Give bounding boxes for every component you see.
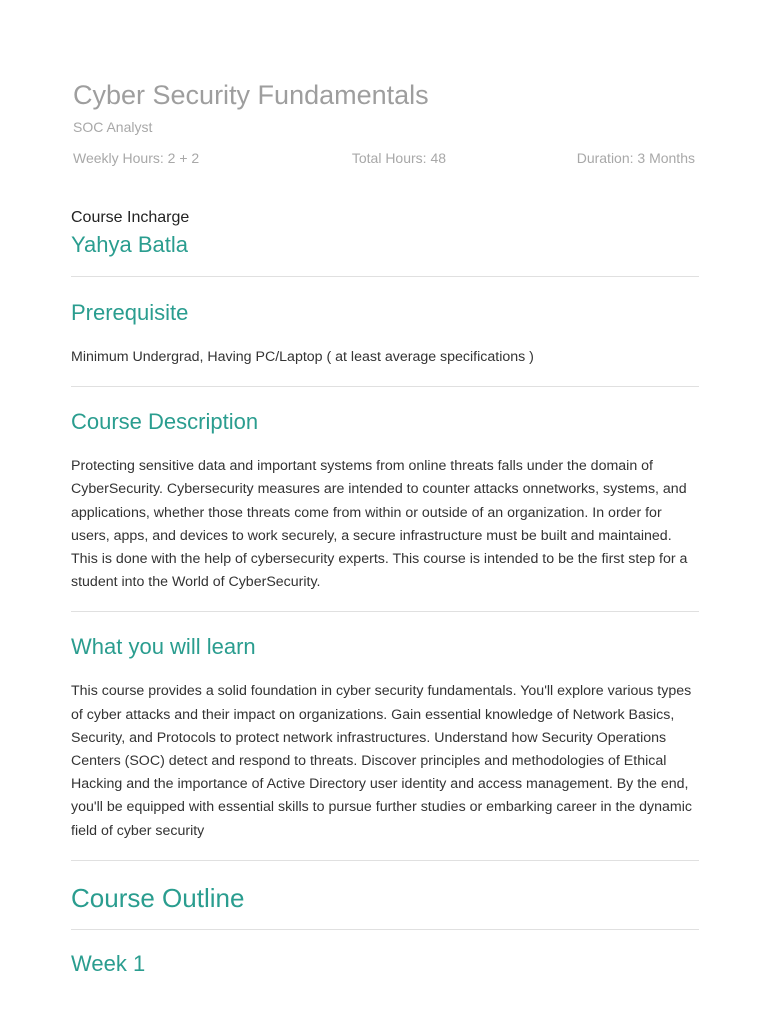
incharge-label: Course Incharge <box>71 209 190 226</box>
weekly-hours: Weekly Hours: 2 + 2 <box>73 150 200 166</box>
what-you-will-learn-text: This course provides a solid foundation in cyber security fundamentals. You'll explore various types of cyber attacks and their impact on organizations. Gain essential knowledge of Network Basics, Security, and Protocols to protect network infrastructures. Understand how Security Operations Centers (SOC) detect and respond to threats. Discover principles and methodologies of Ethical Hacking and the importance of Active Directory user identity and access management. By the end, you'll be equipped with essential skills to pursue further studies or embarking career in the dynamic field of cyber security <box>71 683 692 839</box>
course-subtitle: SOC Analyst <box>73 119 153 135</box>
prerequisite-section <box>71 277 699 369</box>
course-description-text: Protecting sensitive data and important systems from online threats falls under the domain of CyberSecurity. Cybersecurity measures are intended to counter attacks onnetworks, systems, and applications, whether those threats come from within or outside of an organization. In order for users, apps, and devices to work securely, a secure infrastructure must be built and maintained. This is done with the help of cybersecurity experts. This course is intended to be the first step for a student into the World of CyberSecurity. <box>71 458 688 591</box>
course-meta-row <box>73 149 695 167</box>
course-header <box>73 78 695 167</box>
course-incharge-section <box>71 207 699 260</box>
week-1-heading: Week 1 <box>71 950 146 976</box>
course-content <box>71 207 699 978</box>
course-description-section <box>71 387 699 594</box>
what-you-will-learn-section <box>71 612 699 842</box>
course-outline-section <box>71 861 699 914</box>
what-you-will-learn-heading: What you will learn <box>71 634 256 660</box>
course-description-heading: Course Description <box>71 409 259 435</box>
page-title: Cyber Security Fundamentals <box>73 80 429 110</box>
course-outline-heading: Course Outline <box>71 882 245 913</box>
total-hours: Total Hours: 48 <box>351 150 447 166</box>
incharge-name: Yahya Batla <box>71 232 189 257</box>
week-1-section <box>71 930 699 978</box>
prerequisite-heading: Prerequisite <box>71 300 189 325</box>
prerequisite-text: Minimum Undergrad, Having PC/Laptop ( at least average specifications ) <box>71 349 534 365</box>
course-duration: Duration: 3 Months <box>576 150 695 166</box>
